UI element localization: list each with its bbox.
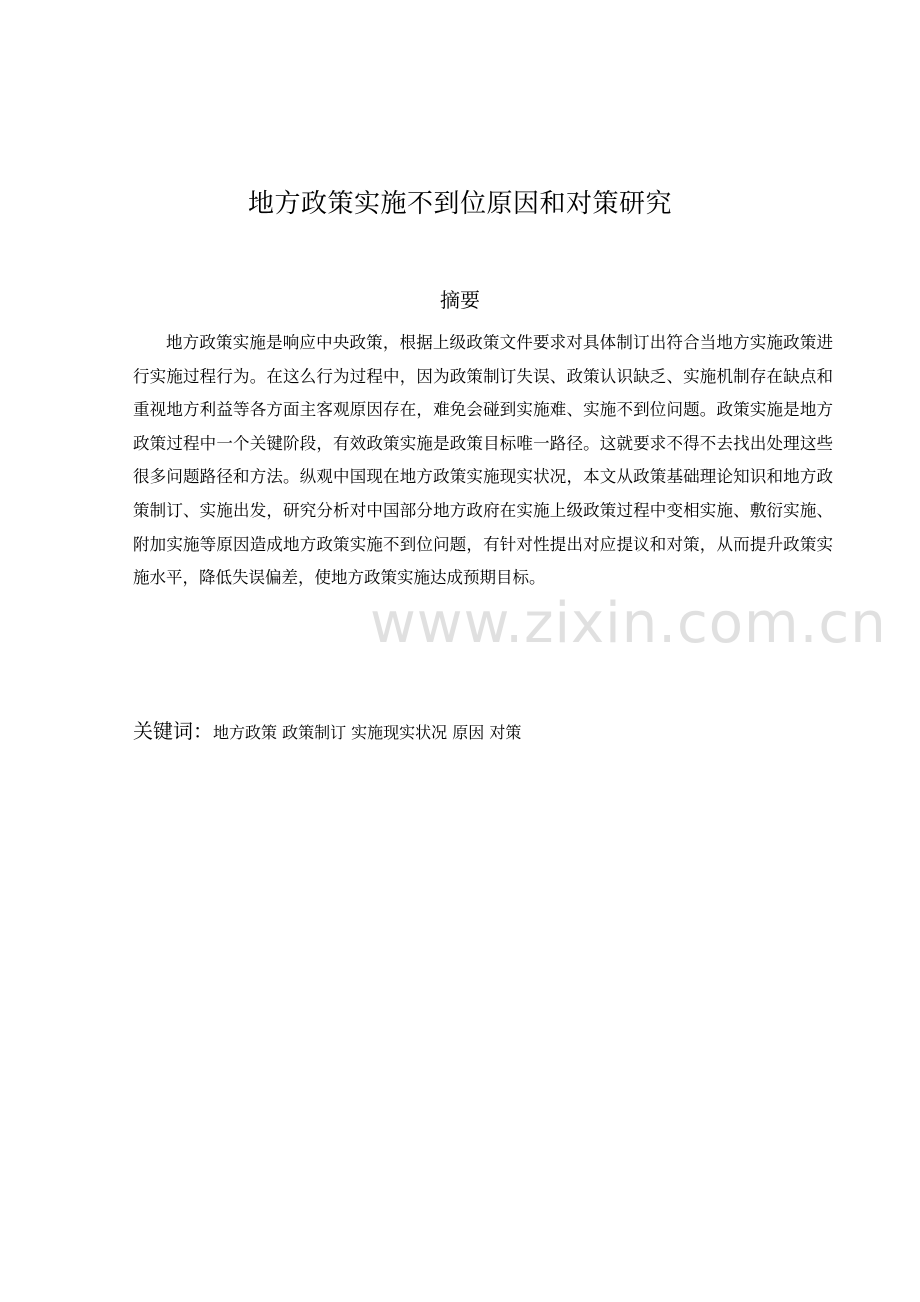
keywords-line: [133, 716, 833, 748]
abstract-paragraph: 地方政策实施是响应中央政策，根据上级政策文件要求对具体制订出符合当地方实施政策进行实施过程行为。在这么行为过程中，因为政策制订失误、政策认识缺乏、实施机制存在缺点和重视地方利益等各方面主客观原因存在，难免会碰到实施难、实施不到位问题。政策实施是地方政策过程中一个关键阶段，有效政策实施是政策目标唯一路径。这就要求不得不去找出处理这些很多问题路径和方法。纵观中国现在地方政策实施现实状况，本文从政策基础理论知识和地方政策制订、实施出发，研究分析对中国部分地方政府在实施上级政策过程中变相实施、敷衍实施、附加实施等原因造成地方政策实施不到位问题，有针对性提出对应提议和对策，从而提升政策实施水平，降低失误偏差，使地方政策实施达成预期目标。: [133, 333, 833, 588]
abstract-heading: 摘要: [440, 288, 480, 312]
keywords-label: 关键词：: [133, 719, 213, 743]
document-title: 地方政策实施不到位原因和对策研究: [247, 189, 672, 219]
watermark-text: www.zixin.com.cn: [370, 591, 887, 656]
keywords-value: 地方政策 政策制订 实施现实状况 原因 对策: [213, 723, 522, 742]
